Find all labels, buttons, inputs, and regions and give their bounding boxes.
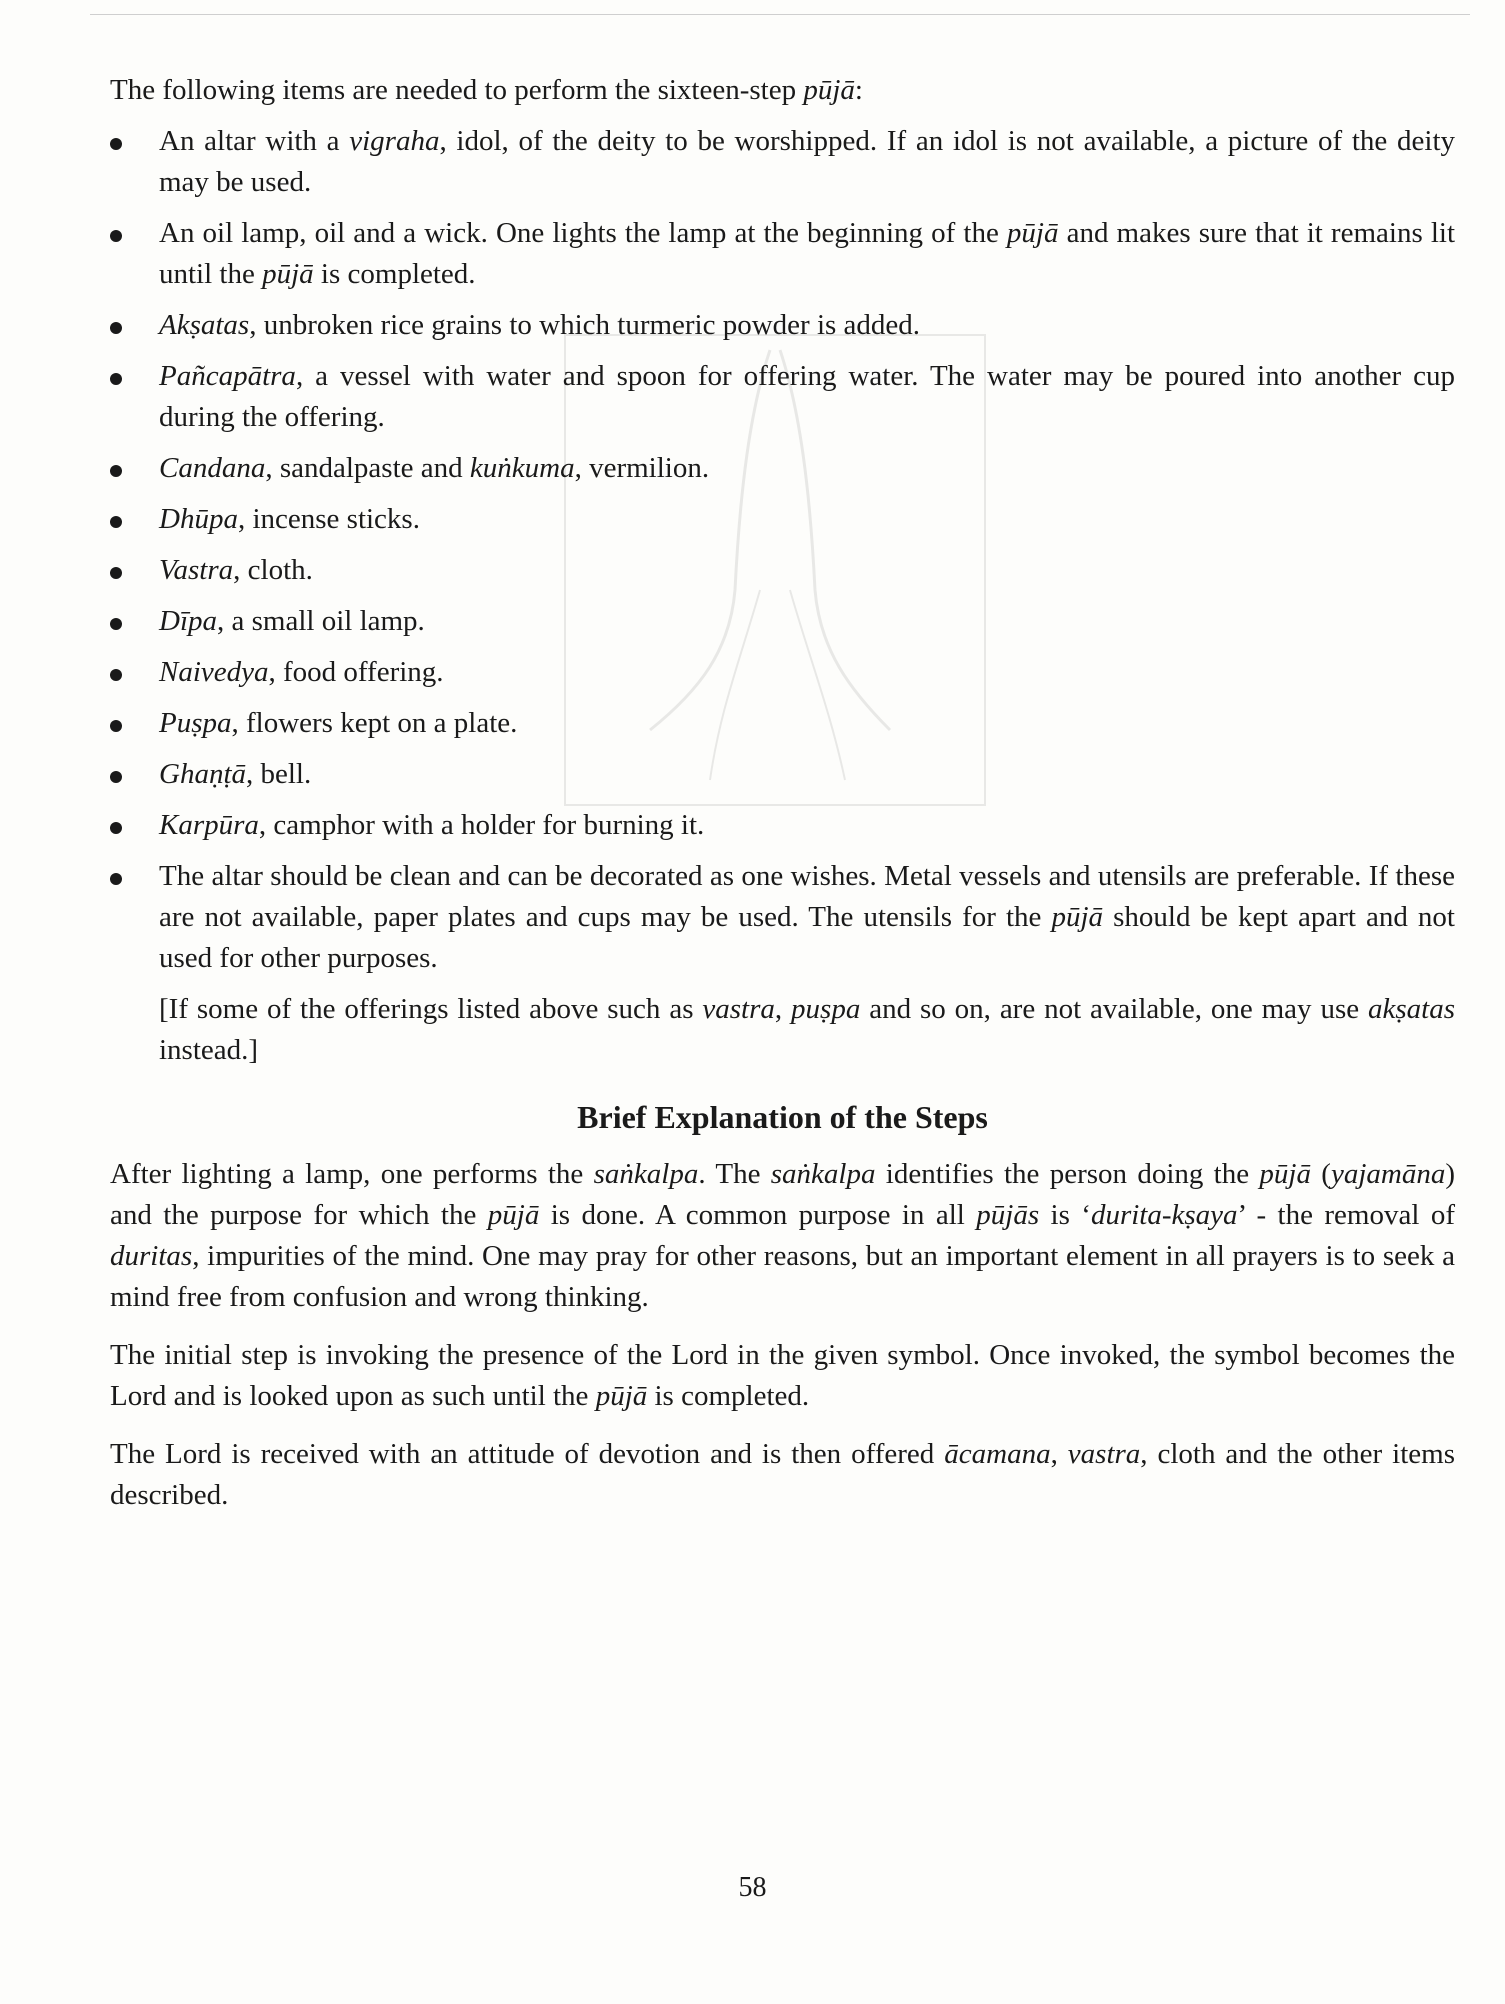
bullet-icon bbox=[110, 669, 122, 681]
item-text: An altar with a bbox=[159, 125, 350, 157]
item-term: Karpūra bbox=[159, 809, 259, 841]
bullet-icon bbox=[110, 516, 122, 528]
para-text: The initial step is invoking the presence of the Lord in the given symbol. Once invoked, the symbol becomes the Lord and is looked upon as such until the bbox=[110, 1339, 1455, 1412]
substitution-note bbox=[110, 989, 1455, 1071]
note-text: , bbox=[774, 993, 792, 1025]
note-text: instead.] bbox=[159, 1034, 259, 1066]
item-text: , vermilion. bbox=[574, 452, 710, 484]
item-text: , food offering. bbox=[268, 656, 444, 688]
para-text: , bbox=[1050, 1438, 1068, 1470]
para-text: The Lord is received with an attitude of devotion and is then offered bbox=[110, 1438, 945, 1470]
para-term: ācamana bbox=[944, 1438, 1051, 1470]
para-text: ( bbox=[1310, 1158, 1331, 1190]
bullet-icon bbox=[110, 138, 122, 150]
item-text: , camphor with a holder for burning it. bbox=[258, 809, 705, 841]
list-item bbox=[110, 448, 1455, 489]
note-term: akṣatas bbox=[1368, 993, 1456, 1025]
item-term: Puṣpa bbox=[159, 707, 232, 739]
bullet-icon bbox=[110, 720, 122, 732]
bullet-icon bbox=[110, 322, 122, 334]
bullet-icon bbox=[110, 230, 122, 242]
item-text: is completed. bbox=[313, 258, 476, 290]
para-text: is ‘ bbox=[1039, 1199, 1091, 1231]
section-heading: Brief Explanation of the Steps bbox=[577, 1099, 988, 1135]
note-term: puṣpa bbox=[791, 993, 861, 1025]
para-term: vastra bbox=[1067, 1438, 1141, 1470]
item-term: pūjā bbox=[1051, 901, 1104, 933]
intro-end: : bbox=[854, 74, 863, 106]
para-text: ’ - the removal of bbox=[1237, 1199, 1455, 1231]
list-item bbox=[110, 356, 1455, 438]
para-text: . The bbox=[698, 1158, 771, 1190]
item-text: , idol, of the deity to be worshipped. If an idol is not available, a picture of the deity may be used. bbox=[159, 125, 1455, 198]
para-text: identifies the person doing the bbox=[875, 1158, 1260, 1190]
intro-emphasis: pūjā bbox=[803, 74, 855, 106]
item-term: Akṣatas bbox=[159, 309, 250, 341]
para-term: pūjās bbox=[976, 1199, 1040, 1231]
bullet-icon bbox=[110, 373, 122, 385]
item-term: pūjā bbox=[1006, 217, 1059, 249]
items-list bbox=[110, 121, 1455, 979]
paragraph-sankalpa bbox=[110, 1154, 1455, 1318]
item-text: , sandalpaste and bbox=[265, 452, 470, 484]
list-item bbox=[110, 652, 1455, 693]
list-item bbox=[110, 703, 1455, 744]
item-text: , unbroken rice grains to which turmeric powder is added. bbox=[249, 309, 921, 341]
item-text: An oil lamp, oil and a wick. One lights the lamp at the beginning of the bbox=[159, 217, 1007, 249]
para-term: yajamāna bbox=[1330, 1158, 1446, 1190]
item-text: , a vessel with water and spoon for offering water. The water may be poured into another cup during the offering. bbox=[159, 360, 1455, 433]
intro-text: The following items are needed to perform the sixteen-step bbox=[110, 74, 804, 106]
page-content bbox=[110, 70, 1455, 1533]
item-term: pūjā bbox=[262, 258, 314, 290]
bullet-icon bbox=[110, 567, 122, 579]
item-term: Dīpa bbox=[159, 605, 217, 637]
list-item bbox=[110, 213, 1455, 295]
paragraph-offerings bbox=[110, 1434, 1455, 1516]
note-term: vastra bbox=[702, 993, 775, 1025]
list-item bbox=[110, 121, 1455, 203]
list-item bbox=[110, 856, 1455, 979]
bullet-icon bbox=[110, 873, 122, 885]
para-text: is done. A common purpose in all bbox=[539, 1199, 977, 1231]
para-term: saṅkalpa bbox=[593, 1158, 699, 1190]
item-text: and makes sure that it remains lit until the bbox=[159, 217, 1455, 290]
list-item bbox=[110, 550, 1455, 591]
item-text: should be kept apart and not used for other purposes. bbox=[159, 901, 1455, 974]
para-term: duritas bbox=[110, 1240, 193, 1272]
para-term: durita-kṣaya bbox=[1090, 1199, 1238, 1231]
bullet-icon bbox=[110, 771, 122, 783]
para-text: , cloth and the other items described. bbox=[110, 1438, 1455, 1511]
item-text: The altar should be clean and can be decorated as one wishes. Metal vessels and utensils are preferable. If these are not available, paper plates and cups may be used. The utensils for the bbox=[159, 860, 1455, 933]
para-term: pūjā bbox=[1259, 1158, 1311, 1190]
paragraph-invocation bbox=[110, 1335, 1455, 1417]
item-text: , a small oil lamp. bbox=[217, 605, 425, 637]
para-term: pūjā bbox=[595, 1380, 648, 1412]
item-term: Naivedya bbox=[159, 656, 269, 688]
list-item bbox=[110, 601, 1455, 642]
item-term: vigraha bbox=[349, 125, 440, 157]
item-text: , cloth. bbox=[233, 554, 313, 586]
item-term: kuṅkuma bbox=[469, 452, 575, 484]
note-text: and so on, are not available, one may use bbox=[860, 993, 1369, 1025]
list-item bbox=[110, 305, 1455, 346]
item-term: Ghaṇṭā bbox=[159, 758, 246, 790]
bullet-icon bbox=[110, 618, 122, 630]
para-text: ) and the purpose for which the bbox=[110, 1158, 1455, 1231]
list-item bbox=[110, 754, 1455, 795]
item-text: , incense sticks. bbox=[237, 503, 420, 535]
para-text: , impurities of the mind. One may pray for other reasons, but an important element in all prayers is to seek a mind free from confusion and wrong thinking. bbox=[110, 1240, 1455, 1313]
item-text: , flowers kept on a plate. bbox=[231, 707, 518, 739]
item-term: Pañcapātra bbox=[159, 360, 296, 392]
item-term: Dhūpa bbox=[159, 503, 238, 535]
intro-line bbox=[110, 70, 1455, 111]
page-number: 58 bbox=[738, 1872, 767, 1903]
list-item bbox=[110, 805, 1455, 846]
bullet-icon bbox=[110, 465, 122, 477]
item-term: Candana bbox=[159, 452, 266, 484]
note-text: [If some of the offerings listed above such as bbox=[159, 993, 703, 1025]
item-text: , bell. bbox=[246, 758, 312, 790]
para-term: saṅkalpa bbox=[770, 1158, 876, 1190]
item-term: Vastra bbox=[159, 554, 234, 586]
list-item bbox=[110, 499, 1455, 540]
para-text: is completed. bbox=[647, 1380, 810, 1412]
para-term: pūjā bbox=[487, 1199, 540, 1231]
page-top-rule bbox=[90, 14, 1470, 15]
bullet-icon bbox=[110, 822, 122, 834]
para-text: After lighting a lamp, one performs the bbox=[110, 1158, 594, 1190]
